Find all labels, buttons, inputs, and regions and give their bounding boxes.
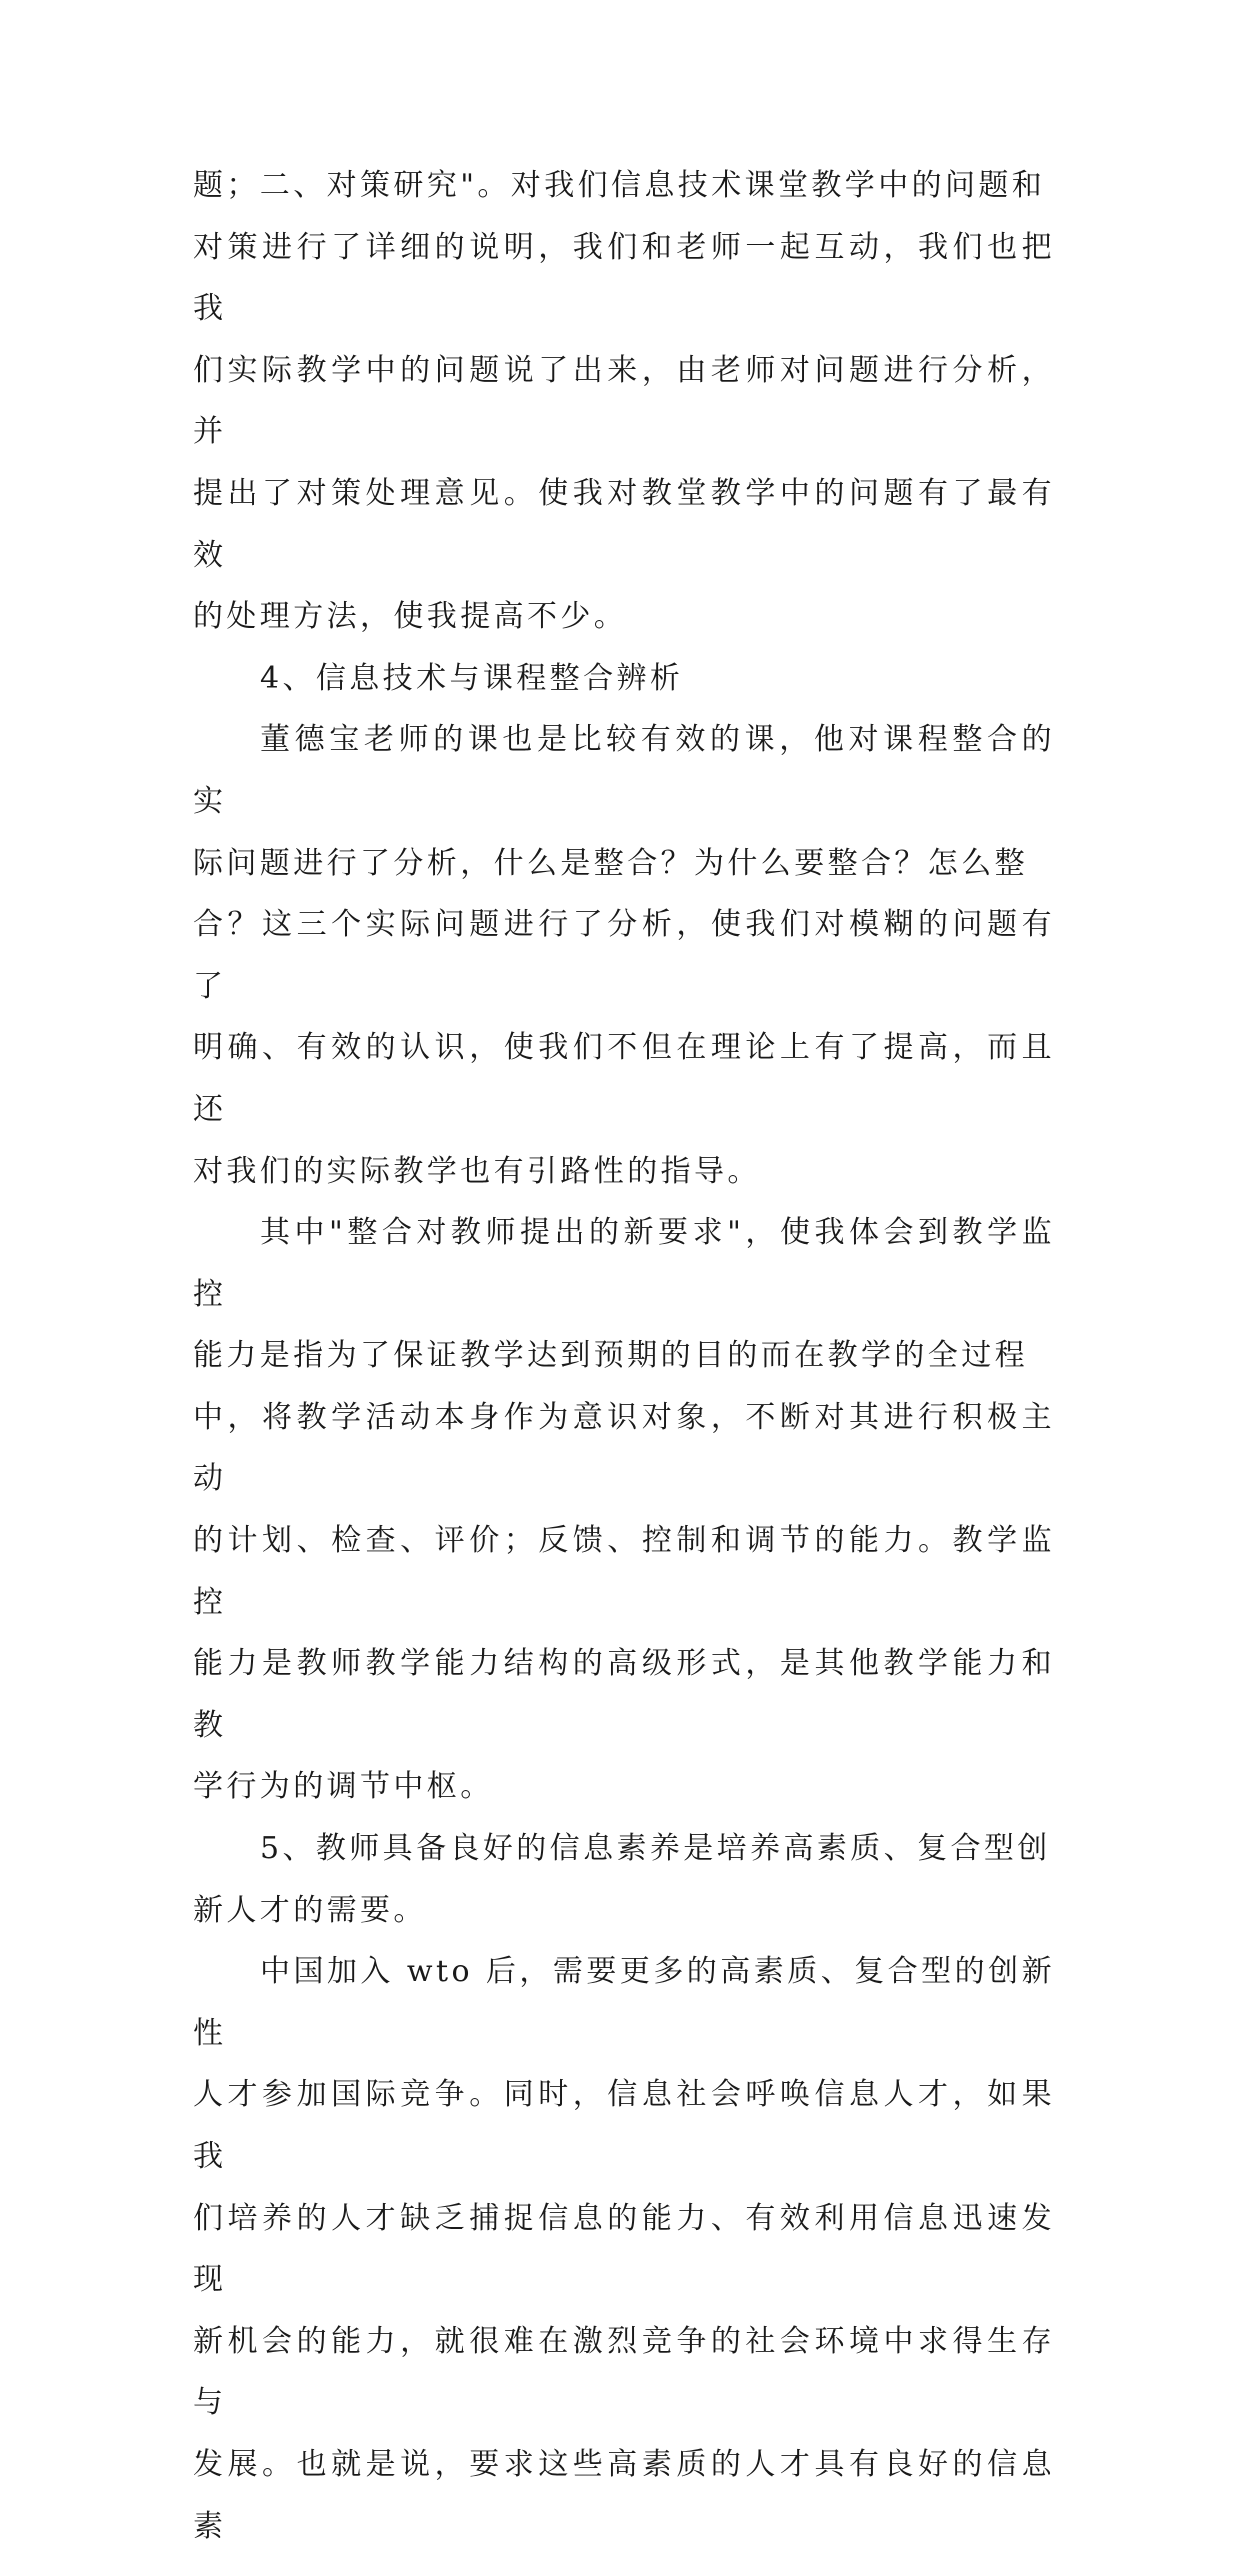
heading-text: 5、教师具备良好的信息素养是培养高素质、复合型创 (260, 1831, 1051, 1867)
paragraph-course-integration (193, 709, 1055, 1202)
line: 其中"整合对教师提出的新要求"，使我体会到教学监控 (193, 1215, 1055, 1312)
line: 的计划、检查、评价；反馈、控制和调节的能力。教学监控 (193, 1523, 1055, 1620)
line: 们实际教学中的问题说了出来，由老师对问题进行分析，并 (193, 352, 1055, 450)
line: 提出了对策处理意见。使我对教堂教学中的问题有了最有效 (193, 475, 1055, 573)
section-heading-5 (193, 1818, 1055, 1941)
paragraph-wto-talent (193, 1941, 1055, 2557)
line: 新机会的能力，就很难在激烈竞争的社会环境中求得生存与 (193, 2323, 1055, 2421)
heading-text: 4、信息技术与课程整合辨析 (260, 660, 684, 696)
line: 的处理方法，使我提高不少。 (193, 599, 628, 635)
line: 题；二、对策研究"。对我们信息技术课堂教学中的问题和 (193, 168, 1046, 203)
section-heading-4 (193, 648, 1055, 710)
line: 对策进行了详细的说明，我们和老师一起互动，我们也把我 (193, 229, 1055, 327)
line: 人才参加国际竞争。同时，信息社会呼唤信息人才，如果我 (193, 2077, 1055, 2174)
line: 明确、有效的认识，使我们不但在理论上有了提高，而且还 (193, 1030, 1055, 1127)
paragraph-teaching-monitoring (193, 1202, 1055, 1818)
line: 际问题进行了分析，什么是整合？为什么要整合？怎么整 (193, 845, 1028, 881)
line: 学行为的调节中枢。 (193, 1769, 494, 1805)
line: 合？这三个实际问题进行了分析，使我们对模糊的问题有了 (193, 907, 1055, 1004)
line: 中，将教学活动本身作为意识对象，不断对其进行积极主动 (193, 1399, 1055, 1497)
line: 能力是指为了保证教学达到预期的目的而在教学的全过程 (193, 1338, 1028, 1374)
line: 中国加入 wto 后，需要更多的高素质、复合型的创新性 (193, 1954, 1055, 2051)
paragraph-countermeasure-research (193, 155, 1055, 648)
line: 能力是教师教学能力结构的高级形式，是其他教学能力和教 (193, 1646, 1055, 1743)
line: 董德宝老师的课也是比较有效的课，他对课程整合的实 (193, 722, 1055, 819)
line: 们培养的人才缺乏捕捉信息的能力、有效利用信息迅速发现 (193, 2200, 1055, 2298)
heading-text: 新人才的需要。 (193, 1892, 427, 1928)
line: 对我们的实际教学也有引路性的指导。 (193, 1153, 761, 1189)
line: 发展。也就是说，要求这些高素质的人才具有良好的信息素 (193, 2446, 1055, 2544)
document-body (193, 155, 1055, 2557)
